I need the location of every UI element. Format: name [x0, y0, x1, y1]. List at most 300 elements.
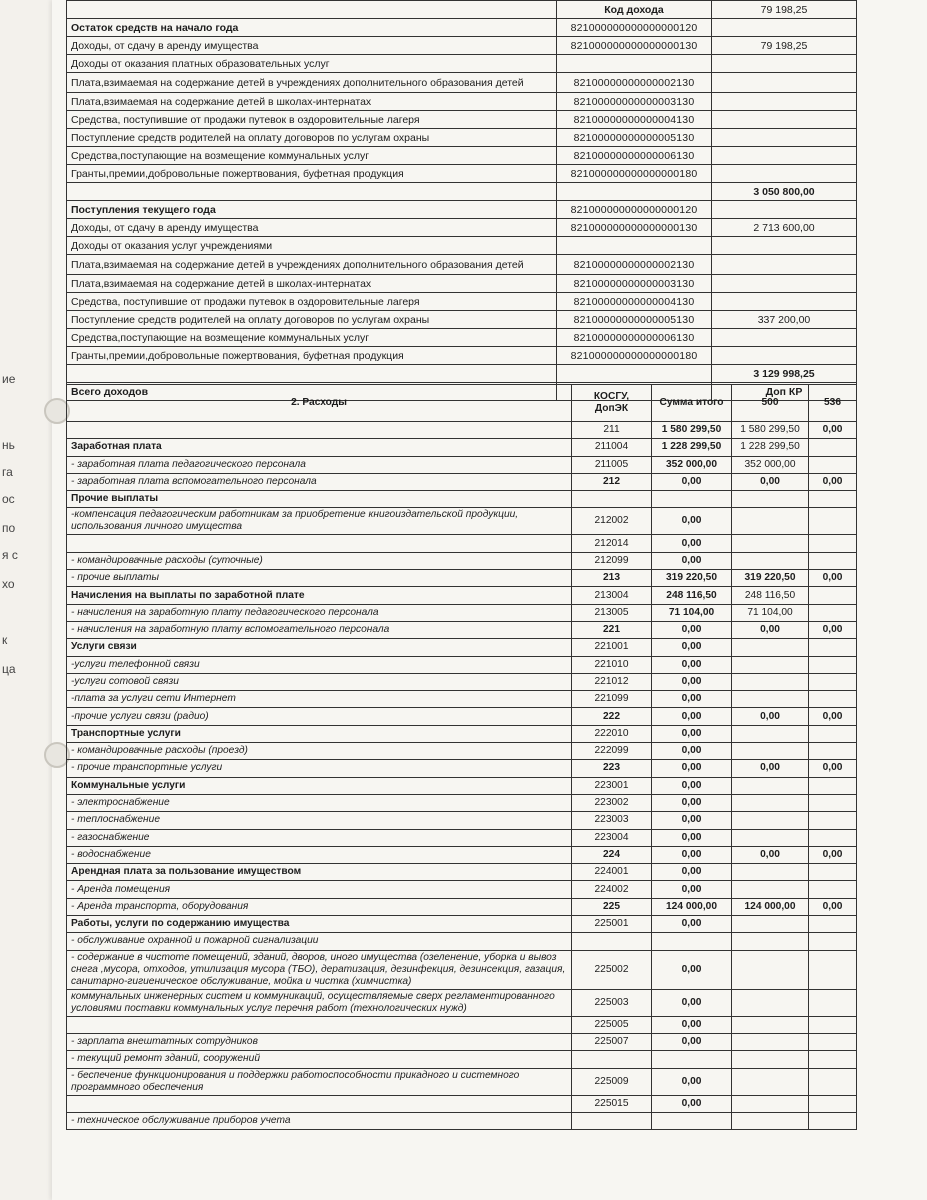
income-row	[67, 55, 857, 73]
expense-row-500	[732, 989, 809, 1016]
expense-row-code: 225009	[572, 1068, 652, 1095]
edge-fragment-text: га	[2, 465, 13, 479]
expense-row-sum: 248 116,50	[652, 587, 732, 604]
expense-row-sum: 71 104,00	[652, 604, 732, 621]
expense-row-sum: 0,00	[652, 508, 732, 535]
expense-row-sum: 352 000,00	[652, 456, 732, 473]
expense-row-label: - беспечение функционирования и поддержки работоспособности прикадного и системного программного обеспечения	[67, 1068, 572, 1095]
expense-row-500	[732, 881, 809, 898]
expense-row	[67, 587, 857, 604]
expense-row-sum: 0,00	[652, 535, 732, 552]
expense-row-code: 223002	[572, 794, 652, 811]
expense-row-code: 225001	[572, 916, 652, 933]
expense-row-sum: 0,00	[652, 881, 732, 898]
expense-row-500	[732, 916, 809, 933]
expense-row-sum: 0,00	[652, 725, 732, 742]
income-row	[67, 165, 857, 183]
expense-row-label: - Аренда транспорта, оборудования	[67, 898, 572, 915]
income-row-code: 82100000000000005130	[557, 311, 712, 329]
income-row-code: 82100000000000002130	[557, 255, 712, 275]
income-row-code	[557, 237, 712, 255]
expense-row-sum	[652, 1051, 732, 1068]
expense-row-sum: 0,00	[652, 473, 732, 490]
expense-row-code: 221099	[572, 691, 652, 708]
expense-row-label: - начисления на заработную плату педагогического персонала	[67, 604, 572, 621]
expense-row-label: - Аренда помещения	[67, 881, 572, 898]
expense-row-sum	[652, 933, 732, 950]
expense-row-sum: 0,00	[652, 846, 732, 863]
expense-row-sum: 0,00	[652, 760, 732, 777]
expense-row-sum: 0,00	[652, 989, 732, 1016]
income-row	[67, 19, 857, 37]
expense-row-sum: 0,00	[652, 1033, 732, 1050]
expense-row-500	[732, 1068, 809, 1095]
expense-row	[67, 639, 857, 656]
expense-row-500	[732, 639, 809, 656]
expense-row	[67, 881, 857, 898]
expense-row-label: - командировачные расходы (суточные)	[67, 552, 572, 569]
expense-row-code	[572, 491, 652, 508]
expense-row-label: - прочие выплаты	[67, 570, 572, 587]
expense-row-sum: 0,00	[652, 777, 732, 794]
expense-row-500: 352 000,00	[732, 456, 809, 473]
expense-row-code: 213004	[572, 587, 652, 604]
income-row-code: 821000000000000000180	[557, 165, 712, 183]
expense-row-536	[809, 456, 857, 473]
expense-row	[67, 1068, 857, 1095]
income-row-label: Средства, поступившие от продажи путевок в оздоровительные лагеря	[67, 111, 557, 129]
income-row-value	[712, 165, 857, 183]
expense-row-500	[732, 743, 809, 760]
expense-row-code: 211005	[572, 456, 652, 473]
expense-row-code: 213005	[572, 604, 652, 621]
expense-row-sum: 0,00	[652, 691, 732, 708]
expense-row-536	[809, 989, 857, 1016]
expense-row-536	[809, 508, 857, 535]
expense-row	[67, 864, 857, 881]
income-row-code: 82100000000000003130	[557, 93, 712, 111]
expense-row-code: 211	[572, 422, 652, 439]
expense-row-label: - обслуживание охранной и пожарной сигнализации	[67, 933, 572, 950]
expense-row	[67, 491, 857, 508]
edge-fragment-text: хо	[2, 577, 15, 591]
expense-row-536	[809, 535, 857, 552]
expense-row-536	[809, 691, 857, 708]
expense-row	[67, 916, 857, 933]
expense-row-536	[809, 829, 857, 846]
income-row	[67, 37, 857, 55]
expense-row-sum	[652, 491, 732, 508]
expense-row-label: -компенсация педагогическим работникам за приобретение книгоиздательской продукции, использования личного имущества	[67, 508, 572, 535]
expense-row-code: 212	[572, 473, 652, 490]
expense-row-label: коммунальных инженерных систем и коммуникаций, осуществляемые сверх регламентированного условиями поставки коммунальных услуг перечня работ (технологических нужд)	[67, 989, 572, 1016]
income-row-label: Плата,взимаемая на содержание детей в учреждениях дополнительного образования детей	[67, 255, 557, 275]
expense-row-536: 0,00	[809, 422, 857, 439]
expense-row-536	[809, 794, 857, 811]
expense-row-label	[67, 1095, 572, 1112]
expense-row-536	[809, 673, 857, 690]
income-table	[66, 0, 857, 401]
income-row-value: 79 198,25	[712, 37, 857, 55]
expense-row	[67, 846, 857, 863]
expense-row-sum: 319 220,50	[652, 570, 732, 587]
expense-row	[67, 552, 857, 569]
expense-row	[67, 812, 857, 829]
expense-row-500	[732, 1051, 809, 1068]
expense-row-code: 211004	[572, 439, 652, 456]
expense-row	[67, 933, 857, 950]
expense-row-536	[809, 864, 857, 881]
edge-fragment-text: ца	[2, 662, 16, 676]
expense-row	[67, 621, 857, 638]
expense-row-code: 224	[572, 846, 652, 863]
expense-row-500	[732, 777, 809, 794]
expense-row-label: Услуги связи	[67, 639, 572, 656]
income-row-code: 82100000000000004130	[557, 293, 712, 311]
income-row	[67, 219, 857, 237]
income-row	[67, 183, 857, 201]
expense-row-536	[809, 950, 857, 989]
expense-row-code: 222	[572, 708, 652, 725]
expense-row-code	[572, 933, 652, 950]
income-row-value	[712, 347, 857, 365]
expense-row	[67, 604, 857, 621]
expense-row-code: 225005	[572, 1016, 652, 1033]
income-row-code: 82100000000000004130	[557, 111, 712, 129]
income-row	[67, 93, 857, 111]
edge-fragment-text: ие	[2, 372, 16, 386]
expense-row-536	[809, 1016, 857, 1033]
income-row-value	[712, 237, 857, 255]
income-header-blank	[67, 1, 557, 19]
expense-row-536: 0,00	[809, 760, 857, 777]
expense-row-label: - текущий ремонт зданий, сооружений	[67, 1051, 572, 1068]
income-row-code: 82100000000000003130	[557, 275, 712, 293]
expense-row-sum	[652, 1112, 732, 1129]
income-row-value	[712, 275, 857, 293]
expense-row-500: 0,00	[732, 760, 809, 777]
expense-row	[67, 1095, 857, 1112]
expense-row-label: Работы, услуги по содержанию имущества	[67, 916, 572, 933]
expense-row	[67, 439, 857, 456]
expense-row-500	[732, 673, 809, 690]
income-row-label: Плата,взимаемая на содержание детей в школах-интернатах	[67, 93, 557, 111]
expense-row	[67, 829, 857, 846]
expense-row-536: 0,00	[809, 898, 857, 915]
expenses-table	[66, 384, 857, 1130]
expense-row-label: Прочие выплаты	[67, 491, 572, 508]
expense-row-code: 221	[572, 621, 652, 638]
expense-row-sum: 0,00	[652, 794, 732, 811]
expense-row-536	[809, 812, 857, 829]
income-row	[67, 275, 857, 293]
expense-row-code: 222010	[572, 725, 652, 742]
income-row-code: 82100000000000005130	[557, 129, 712, 147]
expense-row-536	[809, 1095, 857, 1112]
income-top-value: 79 198,25	[712, 1, 857, 19]
expense-row-label: -прочие услуги связи (радио)	[67, 708, 572, 725]
expense-row	[67, 570, 857, 587]
expense-row-code: 221001	[572, 639, 652, 656]
income-row-code: 82100000000000006130	[557, 147, 712, 165]
expense-row-536	[809, 743, 857, 760]
expense-row-code: 225003	[572, 989, 652, 1016]
expense-row-label: - заработная плата педагогического персонала	[67, 456, 572, 473]
income-row-label: Остаток средств на начало года	[67, 19, 557, 37]
expense-row	[67, 535, 857, 552]
income-row-code: 821000000000000000120	[557, 201, 712, 219]
income-row-code: 821000000000000000180	[557, 347, 712, 365]
income-row-value	[712, 93, 857, 111]
expense-row	[67, 725, 857, 742]
expense-row-label: - газоснабжение	[67, 829, 572, 846]
dop-kr-label: Доп КР	[712, 383, 857, 401]
expense-row-code: 223001	[572, 777, 652, 794]
expense-row-label: Арендная плата за пользование имуществом	[67, 864, 572, 881]
income-row-value: 337 200,00	[712, 311, 857, 329]
income-row-code: 821000000000000000130	[557, 219, 712, 237]
expense-row-sum: 0,00	[652, 1016, 732, 1033]
income-row-label	[67, 183, 557, 201]
income-row-value	[712, 201, 857, 219]
kosgu-header: КОСГУ, ДопЭК	[572, 385, 652, 422]
expense-row	[67, 743, 857, 760]
expense-row-sum: 0,00	[652, 708, 732, 725]
income-row-code	[557, 55, 712, 73]
income-row-label: Доходы, от сдачу в аренду имущества	[67, 219, 557, 237]
expense-row-sum: 1 228 299,50	[652, 439, 732, 456]
income-row	[67, 237, 857, 255]
income-header-row	[67, 1, 857, 19]
expense-row-500	[732, 725, 809, 742]
expense-row-code: 223003	[572, 812, 652, 829]
income-row-value	[712, 293, 857, 311]
income-row	[67, 311, 857, 329]
expense-row-500: 1 580 299,50	[732, 422, 809, 439]
income-row	[67, 147, 857, 165]
expense-row-500	[732, 691, 809, 708]
expense-row-code: 212014	[572, 535, 652, 552]
expense-row	[67, 656, 857, 673]
expense-row	[67, 1112, 857, 1129]
expense-row	[67, 1051, 857, 1068]
expense-row	[67, 898, 857, 915]
expense-row-label: -услуги телефонной связи	[67, 656, 572, 673]
expense-row	[67, 708, 857, 725]
income-row-value	[712, 111, 857, 129]
expense-row	[67, 760, 857, 777]
expense-row-500	[732, 864, 809, 881]
expense-row	[67, 777, 857, 794]
expense-row-536	[809, 933, 857, 950]
income-row-code: 82100000000000002130	[557, 73, 712, 93]
col-500-header: 500	[732, 385, 809, 422]
expense-row-code: 221010	[572, 656, 652, 673]
expenses-title: 2. Расходы	[67, 385, 572, 422]
expense-row-536	[809, 1112, 857, 1129]
income-code-header: Код дохода	[557, 1, 712, 19]
income-row-label: Плата,взимаемая на содержание детей в школах-интернатах	[67, 275, 557, 293]
expense-row-536: 0,00	[809, 621, 857, 638]
expense-row-536	[809, 656, 857, 673]
expense-row-label: - прочие транспортные услуги	[67, 760, 572, 777]
expense-row-code: 223	[572, 760, 652, 777]
expense-row-label: - водоснабжение	[67, 846, 572, 863]
edge-fragment-text: ос	[2, 492, 15, 506]
col-536-header: 536	[809, 385, 857, 422]
income-row-label: Средства, поступившие от продажи путевок в оздоровительные лагеря	[67, 293, 557, 311]
expense-row-code: 225	[572, 898, 652, 915]
income-row-value	[712, 73, 857, 93]
expense-row-sum: 0,00	[652, 639, 732, 656]
expense-row-500: 124 000,00	[732, 898, 809, 915]
income-row-label: Гранты,премии,добровольные пожертвования, буфетная продукция	[67, 347, 557, 365]
expense-row	[67, 473, 857, 490]
income-row	[67, 111, 857, 129]
income-row	[67, 329, 857, 347]
expense-row-label: - содержание в чистоте помещений, зданий, дворов, иного имущества (озеленение, уборка и вывоз снега ,мусора, отходов, утилизация мусора (ТБО), дератизация, дезинфекция, дезинсекция, газация, санитарно-гигиеническое обслуживание, мойка и чистка (химчистка)	[67, 950, 572, 989]
expense-row-sum: 0,00	[652, 916, 732, 933]
expense-row-500: 0,00	[732, 473, 809, 490]
expense-row-536	[809, 1051, 857, 1068]
income-row-label: Поступления текущего года	[67, 201, 557, 219]
income-row-value: 3 050 800,00	[712, 183, 857, 201]
income-row-label: Поступление средств родителей на оплату договоров по услугам охраны	[67, 311, 557, 329]
expense-row-536	[809, 491, 857, 508]
income-row	[67, 255, 857, 275]
expense-row-code: 212099	[572, 552, 652, 569]
income-row-label: Доходы от оказания платных образовательных услуг	[67, 55, 557, 73]
expense-row-code: 222099	[572, 743, 652, 760]
expense-row-sum: 0,00	[652, 1095, 732, 1112]
income-row	[67, 201, 857, 219]
expense-row-label: - зарплата внештатных сотрудников	[67, 1033, 572, 1050]
income-row-label	[67, 365, 557, 383]
income-row-code: 821000000000000000130	[557, 37, 712, 55]
expense-row-label: - начисления на заработную плату вспомогательного персонала	[67, 621, 572, 638]
expense-row-536	[809, 777, 857, 794]
expense-row-label: Коммунальные услуги	[67, 777, 572, 794]
expense-row-sum: 124 000,00	[652, 898, 732, 915]
income-row-label: Плата,взимаемая на содержание детей в учреждениях дополнительного образования детей	[67, 73, 557, 93]
income-row	[67, 293, 857, 311]
income-row-value	[712, 255, 857, 275]
expense-row-label: Транспортные услуги	[67, 725, 572, 742]
expense-row-536	[809, 439, 857, 456]
expense-row-500	[732, 1112, 809, 1129]
expense-row	[67, 422, 857, 439]
expense-row-code	[572, 1051, 652, 1068]
income-row-code	[557, 183, 712, 201]
expenses-header-row	[67, 385, 857, 422]
expense-row-label: Начисления на выплаты по заработной плате	[67, 587, 572, 604]
expense-row-label: - теплоснабжение	[67, 812, 572, 829]
expense-row	[67, 508, 857, 535]
income-row-label: Доходы, от сдачу в аренду имущества	[67, 37, 557, 55]
expense-row-code: 213	[572, 570, 652, 587]
expense-row-label: -услуги сотовой связи	[67, 673, 572, 690]
income-row	[67, 365, 857, 383]
expense-row-label	[67, 1016, 572, 1033]
income-row-value: 2 713 600,00	[712, 219, 857, 237]
income-row-label: Средства,поступающие на возмещение коммунальных услуг	[67, 147, 557, 165]
income-total-label: Всего доходов	[67, 383, 557, 401]
expense-row-label: - командировачные расходы (проезд)	[67, 743, 572, 760]
expense-row-536	[809, 1068, 857, 1095]
sum-header: Сумма итого	[652, 385, 732, 422]
expense-row	[67, 950, 857, 989]
expense-row-500	[732, 933, 809, 950]
expense-row-500	[732, 508, 809, 535]
expense-row-label: Заработная плата	[67, 439, 572, 456]
expense-row-500: 1 228 299,50	[732, 439, 809, 456]
expense-row-536	[809, 881, 857, 898]
expense-row-label: - заработная плата вспомогательного персонала	[67, 473, 572, 490]
expense-row-code	[572, 1112, 652, 1129]
income-row-value	[712, 147, 857, 165]
expense-row-500	[732, 812, 809, 829]
expense-row-code: 224001	[572, 864, 652, 881]
expense-row	[67, 989, 857, 1016]
expense-row-536: 0,00	[809, 708, 857, 725]
expense-row-536	[809, 587, 857, 604]
expense-row-500	[732, 1033, 809, 1050]
expense-row-label	[67, 422, 572, 439]
expense-row	[67, 1033, 857, 1050]
expense-row-code: 221012	[572, 673, 652, 690]
expense-row-code: 225015	[572, 1095, 652, 1112]
income-row-label: Доходы от оказания услуг учреждениями	[67, 237, 557, 255]
expense-row-500: 319 220,50	[732, 570, 809, 587]
expense-row-500: 71 104,00	[732, 604, 809, 621]
expense-row-536: 0,00	[809, 473, 857, 490]
expense-row-500: 0,00	[732, 846, 809, 863]
expense-row-500: 0,00	[732, 708, 809, 725]
expense-row-500	[732, 794, 809, 811]
expense-row-label	[67, 535, 572, 552]
expense-row-code: 223004	[572, 829, 652, 846]
expense-row-sum: 0,00	[652, 743, 732, 760]
expense-row-sum: 0,00	[652, 950, 732, 989]
income-row-value	[712, 55, 857, 73]
expense-row-label: -плата за услуги сети Интернет	[67, 691, 572, 708]
income-row	[67, 347, 857, 365]
expense-row-code: 224002	[572, 881, 652, 898]
expense-row-sum: 0,00	[652, 621, 732, 638]
income-row-code: 82100000000000006130	[557, 329, 712, 347]
expense-row	[67, 794, 857, 811]
income-row	[67, 73, 857, 93]
edge-fragment-text: нь	[2, 438, 15, 452]
expense-row-code: 225002	[572, 950, 652, 989]
income-row-code: 821000000000000000120	[557, 19, 712, 37]
expense-row-500	[732, 1095, 809, 1112]
expense-row-sum: 0,00	[652, 552, 732, 569]
expense-row-500	[732, 1016, 809, 1033]
expense-row-536: 0,00	[809, 570, 857, 587]
expense-row-label: - электроснабжение	[67, 794, 572, 811]
expense-row-500	[732, 656, 809, 673]
expense-row-536	[809, 639, 857, 656]
income-row-value	[712, 329, 857, 347]
expense-row-500	[732, 535, 809, 552]
expense-row-code: 225007	[572, 1033, 652, 1050]
expense-row-536	[809, 916, 857, 933]
edge-fragment-text: к	[2, 633, 8, 647]
income-row-label: Гранты,премии,добровольные пожертвования, буфетная продукция	[67, 165, 557, 183]
edge-fragment-text: по	[2, 521, 16, 535]
expense-row-sum: 0,00	[652, 864, 732, 881]
